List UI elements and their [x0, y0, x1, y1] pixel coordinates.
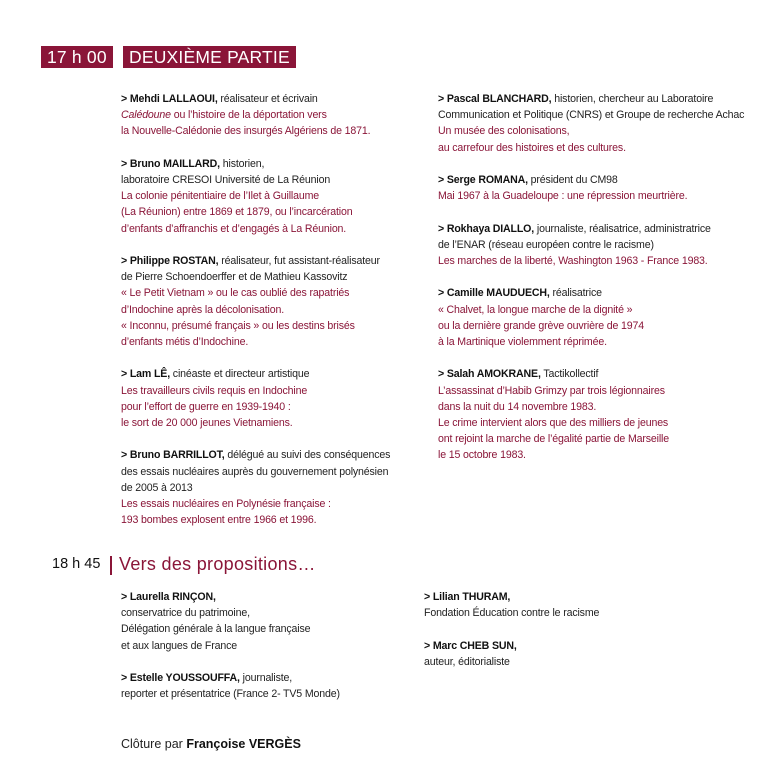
speaker-header-line: [121, 253, 390, 269]
speaker-entry: [424, 589, 599, 621]
speaker-header-line: [438, 221, 744, 237]
speaker-header-line: [121, 447, 390, 463]
talk-title-line: [121, 302, 390, 318]
speaker-name: Lilian THURAM,: [432, 591, 511, 603]
speaker-header-line: [424, 638, 599, 654]
talk-title-line: [438, 123, 744, 139]
talk-title-line: [121, 285, 390, 301]
speaker-entry: [121, 91, 390, 140]
talk-title-line: [121, 496, 390, 512]
talk-title-line: [121, 107, 390, 123]
speaker-marker: >: [424, 591, 433, 603]
talk-title-text: pour l’effort de guerre en 1939-1940 :: [121, 400, 291, 413]
speaker-marker: >: [121, 157, 130, 170]
talk-title-line: [438, 318, 744, 334]
speaker-role-line: des essais nucléaires auprès du gouvernement polynésien: [121, 465, 389, 478]
speaker-role-line: laboratoire CRESOI Université de La Réunion: [121, 174, 331, 186]
talk-title-line: [121, 415, 390, 431]
speaker-name: Rokhaya DIALLO,: [446, 222, 535, 235]
speaker-header-line: [424, 589, 599, 605]
speaker-role: réalisateur, fut assistant-réalisateur: [218, 255, 380, 267]
speaker-entry: [438, 221, 744, 270]
speaker-entry: [438, 366, 744, 463]
talk-title-text: « Inconnu, présumé français » ou les destins brisés: [121, 319, 355, 332]
speaker-name: Salah AMOKRANE,: [446, 368, 541, 381]
speaker-marker: >: [121, 449, 130, 462]
speaker-marker: >: [438, 368, 447, 381]
talk-title-line: [438, 140, 744, 156]
speaker-role-line: de Pierre Schoendoerffer et de Mathieu Kassovitz: [121, 271, 348, 284]
speaker-role-line: reporter et présentatrice (France 2- TV5 Monde): [121, 688, 340, 701]
speaker-marker: >: [438, 222, 447, 235]
talk-title-text: dans la nuit du 14 novembre 1983.: [438, 400, 597, 413]
part2-title-badge: [123, 46, 296, 68]
talk-title-line: [438, 334, 744, 350]
talk-title-line: [121, 334, 390, 350]
speaker-name: Bruno MAILLARD,: [129, 157, 220, 170]
talk-title-text: Un musée des colonisations,: [438, 125, 570, 138]
speaker-role: historien,: [219, 157, 265, 170]
speaker-header-line: [438, 91, 744, 107]
speaker-name: Serge ROMANA,: [446, 174, 528, 186]
part2-title: DEUXIÈME PARTIE: [129, 47, 290, 67]
speaker-marker: >: [424, 639, 433, 652]
speaker-role-line: de l’ENAR (réseau européen contre le racisme): [438, 238, 654, 251]
speaker-role: journaliste, réalisatrice, administratrice: [534, 222, 711, 235]
speaker-role-line: Communication et Politique (CNRS) et Groupe de recherche Achac: [438, 109, 745, 122]
talk-title-line: [121, 383, 390, 399]
talk-title-line: [121, 123, 390, 139]
speaker-header-line: [438, 366, 744, 382]
part3-title: Vers des propositions…: [119, 554, 316, 574]
speaker-role: réalisateur et écrivain: [217, 93, 318, 105]
talk-title-line: [121, 204, 390, 220]
speaker-role-line: Fondation Éducation contre le racisme: [424, 607, 600, 620]
speaker-header-line: [438, 285, 744, 301]
speaker-name: Philippe ROSTAN,: [129, 255, 219, 267]
speaker-entry: [438, 172, 744, 204]
speaker-name: Camille MAUDUECH,: [446, 287, 550, 300]
speaker-entry: [121, 156, 390, 237]
talk-title-line: [438, 383, 744, 399]
speaker-role: cinéaste et directeur artistique: [170, 368, 310, 381]
speaker-name: Pascal BLANCHARD,: [446, 93, 552, 105]
talk-title-text: d’Indochine après la décolonisation.: [121, 303, 285, 316]
speaker-role: délégué au suivi des conséquences: [224, 449, 391, 462]
speaker-marker: >: [438, 174, 447, 186]
talk-title-text: au carrefour des histoires et des cultures.: [438, 141, 626, 154]
talk-title-text: la Nouvelle-Calédonie des insurgés Algériens de 1871.: [121, 125, 371, 138]
speaker-name: Bruno BARRILLOT,: [129, 449, 225, 462]
speaker-name: Lam LÊ,: [129, 368, 170, 381]
speaker-role: réalisatrice: [549, 287, 602, 300]
talk-title-text: à la Martinique violemment réprimée.: [438, 336, 607, 348]
speaker-marker: >: [121, 672, 130, 684]
talk-title-line: [438, 431, 744, 447]
part2-time-badge: [41, 46, 113, 68]
speaker-role: historien, chercheur au Laboratoire: [551, 93, 714, 105]
part3-divider: [110, 556, 112, 575]
speaker-entry: [438, 285, 744, 350]
speaker-role-line: et aux langues de France: [121, 639, 237, 652]
speaker-header-line: [438, 172, 744, 188]
speaker-entry: [121, 589, 340, 654]
talk-title-text: Les marches de la liberté, Washington 1963 - France 1983.: [438, 255, 708, 267]
speaker-entry: [424, 638, 599, 670]
speaker-entry: [121, 670, 340, 702]
closing-name: Françoise VERGÈS: [186, 737, 301, 751]
talk-title-text: d’enfants métis d’Indochine.: [121, 336, 249, 349]
speaker-name: Laurella RINÇON,: [129, 591, 216, 603]
speaker-entry: [121, 447, 390, 528]
talk-title-line: [438, 399, 744, 415]
speaker-marker: >: [121, 93, 130, 105]
talk-title-text: « Le Petit Vietnam » ou le cas oublié des rapatriés: [121, 287, 350, 300]
part3-right-column: [424, 589, 599, 686]
talk-title-text: L’assassinat d’Habib Grimzy par trois légionnaires: [438, 384, 665, 397]
speaker-marker: >: [121, 591, 130, 603]
talk-title-text: ou la dernière grande grève ouvrière de 1974: [438, 319, 645, 332]
talk-title-text: Les travailleurs civils requis en Indochine: [121, 384, 308, 397]
part3-time: 18 h 45: [52, 556, 101, 572]
part2-left-column: [121, 91, 390, 545]
speaker-role: Tactikollectif: [540, 368, 599, 381]
speaker-marker: >: [121, 368, 130, 381]
speaker-entry: [121, 366, 390, 431]
talk-title-line: [438, 447, 744, 463]
speaker-marker: >: [121, 255, 130, 267]
talk-title-text: Les essais nucléaires en Polynésie française :: [121, 498, 331, 511]
speaker-name: Marc CHEB SUN,: [432, 639, 517, 652]
talk-title-text: ont rejoint la marche de l’égalité partie de Marseille: [438, 433, 669, 446]
talk-title-text: le 15 octobre 1983.: [438, 449, 526, 462]
talk-title-line: [438, 188, 744, 204]
talk-title-text: Calédoune: [121, 109, 171, 122]
speaker-header-line: [121, 670, 340, 686]
speaker-role-line: Délégation générale à la langue française: [121, 623, 311, 636]
speaker-marker: >: [438, 93, 447, 105]
talk-title-line: [121, 399, 390, 415]
talk-title-line: [121, 188, 390, 204]
part3-left-column: [121, 589, 340, 719]
speaker-name: Estelle YOUSSOUFFA,: [129, 672, 240, 684]
talk-title-line: [438, 302, 744, 318]
closing-line: [121, 737, 301, 751]
talk-title-text: « Chalvet, la longue marche de la dignité »: [438, 303, 633, 316]
speaker-role-line: de 2005 à 2013: [121, 481, 193, 494]
talk-title-text: le sort de 20 000 jeunes Vietnamiens.: [121, 417, 293, 430]
talk-title-text: (La Réunion) entre 1869 et 1879, ou l’incarcération: [121, 206, 353, 219]
speaker-role-line: auteur, éditorialiste: [424, 655, 510, 668]
speaker-role-line: conservatrice du patrimoine,: [121, 607, 250, 620]
talk-title-line: [438, 415, 744, 431]
talk-title-text: Le crime intervient alors que des milliers de jeunes: [438, 417, 669, 429]
talk-title-text: d’enfants d’affranchis et d’engagés à La Réunion.: [121, 222, 347, 235]
talk-title-text: La colonie pénitentiaire de l’Ilet à Guillaume: [121, 190, 320, 203]
speaker-name: Mehdi LALLAOUI,: [129, 93, 218, 105]
speaker-header-line: [121, 91, 390, 107]
speaker-header-line: [121, 156, 390, 172]
speaker-header-line: [121, 589, 340, 605]
closing-prefix: Clôture par: [121, 737, 187, 751]
talk-title-line: [121, 318, 390, 334]
speaker-marker: >: [438, 287, 447, 300]
speaker-header-line: [121, 366, 390, 382]
speaker-entry: [438, 91, 744, 156]
part2-right-column: [438, 91, 744, 480]
speaker-role: journaliste,: [239, 672, 293, 684]
talk-title-line: [121, 512, 390, 528]
talk-title-line: [438, 253, 744, 269]
talk-title-rest: ou l’histoire de la déportation vers: [170, 109, 327, 122]
part2-time: 17 h 00: [47, 47, 107, 67]
talk-title-text: Mai 1967 à la Guadeloupe : une répression meurtrière.: [438, 190, 688, 203]
speaker-role: président du CM98: [527, 174, 618, 186]
talk-title-line: [121, 221, 390, 237]
speaker-entry: [121, 253, 390, 350]
talk-title-text: 193 bombes explosent entre 1966 et 1996.: [121, 514, 317, 527]
